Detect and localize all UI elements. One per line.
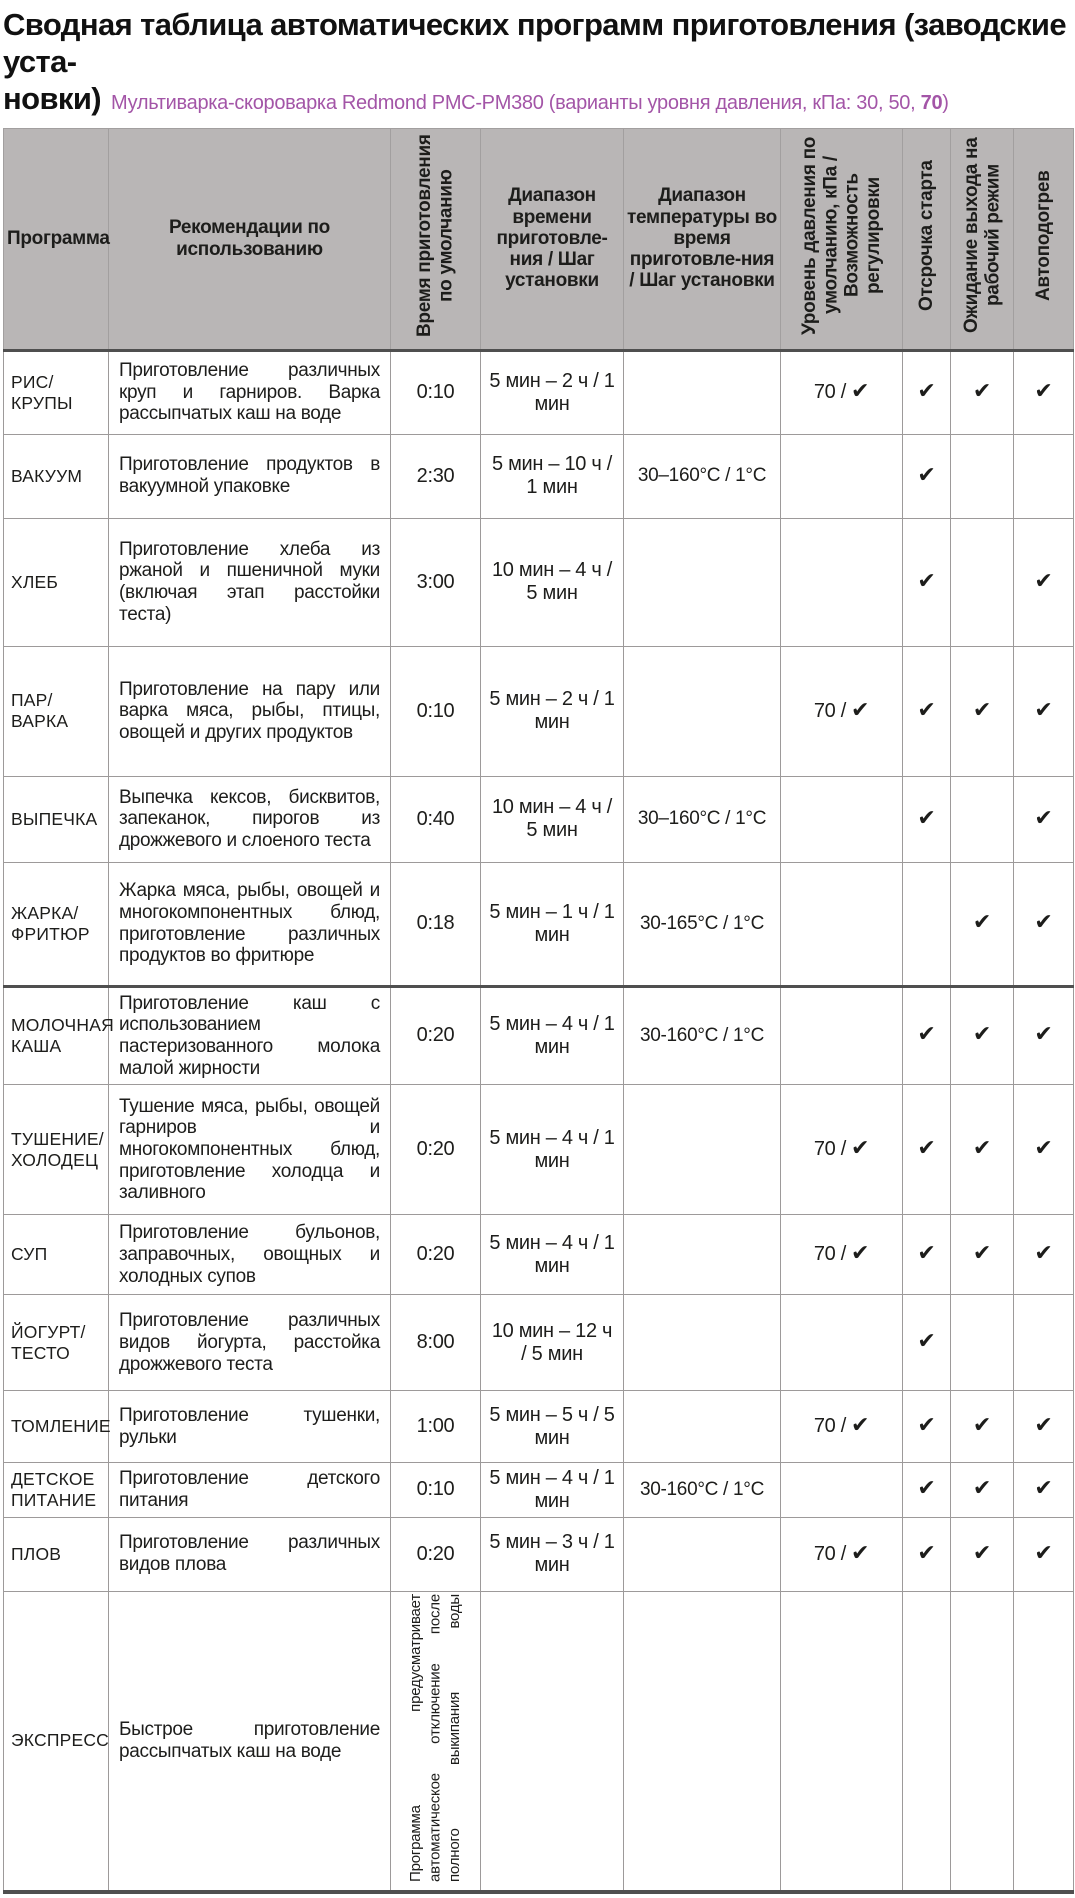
- table-row: [4, 1517, 1074, 1591]
- table-row: [4, 518, 1074, 646]
- table-row: [4, 776, 1074, 862]
- time-range-cell: 5 мин – 4 ч / 1 мин: [481, 1215, 624, 1295]
- check-icon: ✔: [917, 568, 936, 594]
- temp-range-cell: 30-160°C / 1°C: [624, 986, 781, 1085]
- table-row: [4, 1463, 1074, 1517]
- autoheat-cell: [1014, 776, 1074, 862]
- pressure-cell: 70 / ✔: [781, 1517, 903, 1591]
- check-icon: ✔: [1034, 697, 1053, 723]
- autoheat-cell: [1014, 1215, 1074, 1295]
- program-cell: СУП: [4, 1215, 109, 1295]
- pressure-cell: [781, 862, 903, 986]
- default-time-cell: 0:20: [391, 1517, 481, 1591]
- table-row: [4, 1295, 1074, 1391]
- wait-mode-cell: [951, 646, 1014, 776]
- program-cell: ЙОГУРТ/ ТЕСТО: [4, 1295, 109, 1391]
- delay-start-cell: [903, 1591, 951, 1892]
- autoheat-cell: [1014, 862, 1074, 986]
- time-range-cell: 5 мин – 5 ч / 5 мин: [481, 1391, 624, 1463]
- default-time-cell: 0:10: [391, 646, 481, 776]
- header-row: [4, 128, 1074, 350]
- autoheat-cell: [1014, 1391, 1074, 1463]
- pressure-cell: [781, 986, 903, 1085]
- table-row: [4, 434, 1074, 518]
- delay-start-cell: [903, 862, 951, 986]
- default-time-cell: 0:10: [391, 1463, 481, 1517]
- delay-start-cell: [903, 646, 951, 776]
- check-icon: ✔: [972, 910, 992, 936]
- time-range-cell: 5 мин – 2 ч / 1 мин: [481, 350, 624, 434]
- col-header-program: Программа: [4, 128, 109, 350]
- time-range-cell: 5 мин – 3 ч / 1 мин: [481, 1517, 624, 1591]
- check-icon: ✔: [1034, 379, 1053, 405]
- program-cell: РИС/КРУПЫ: [4, 350, 109, 434]
- program-cell: МОЛОЧНАЯ КАША: [4, 986, 109, 1085]
- program-cell: ВЫПЕЧКА: [4, 776, 109, 862]
- page-subtitle: Мультиварка-скороварка Redmond PMC-PM380 (варианты уровня давления, кПа: 30, 50, 70): [111, 92, 949, 115]
- recommendation-cell: Приготовление различных круп и гарниров. Варка рассыпчатых каш на воде: [109, 350, 391, 434]
- recommendation-cell: Приготовление бульонов, заправочных, овощных и холодных супов: [109, 1215, 391, 1295]
- time-range-cell: 5 мин – 4 ч / 1 мин: [481, 986, 624, 1085]
- col-header-temp-range: Диапазон температуры во время приготовле-ния / Шаг установки: [624, 128, 781, 350]
- temp-range-cell: [624, 1391, 781, 1463]
- check-icon: ✔: [917, 697, 936, 723]
- temp-range-cell: [624, 646, 781, 776]
- temp-range-cell: [624, 1591, 781, 1892]
- check-icon: ✔: [972, 1136, 992, 1162]
- time-range-cell: 5 мин – 1 ч / 1 мин: [481, 862, 624, 986]
- check-icon: ✔: [851, 1540, 870, 1566]
- check-icon: ✔: [917, 1476, 936, 1502]
- temp-range-cell: 30–160°C / 1°C: [624, 434, 781, 518]
- table-row: [4, 1215, 1074, 1295]
- default-time-cell: 8:00: [391, 1295, 481, 1391]
- time-range-cell: 10 мин – 4 ч / 5 мин: [481, 776, 624, 862]
- time-range-cell: 5 мин – 10 ч / 1 мин: [481, 434, 624, 518]
- pressure-cell: [781, 776, 903, 862]
- wait-mode-cell: [951, 434, 1014, 518]
- autoheat-cell: [1014, 986, 1074, 1085]
- autoheat-cell: [1014, 1085, 1074, 1215]
- recommendation-cell: Выпечка кексов, бисквитов, запеканок, пирогов из дрожжевого и слоеного теста: [109, 776, 391, 862]
- check-icon: ✔: [1034, 1540, 1053, 1566]
- pressure-cell: [781, 1295, 903, 1391]
- autoheat-cell: [1014, 1295, 1074, 1391]
- program-cell: ЭКСПРЕСС: [4, 1591, 109, 1892]
- check-icon: ✔: [1034, 1413, 1053, 1439]
- time-range-cell: [481, 1591, 624, 1892]
- table-row: [4, 1391, 1074, 1463]
- table-row: [4, 1085, 1074, 1215]
- express-note: Программа предусматривает автоматическое отключение после полного выкипания воды: [407, 1593, 464, 1882]
- temp-range-cell: 30-165°C / 1°C: [624, 862, 781, 986]
- program-cell: ЖАРКА/ ФРИТЮР: [4, 862, 109, 986]
- check-icon: ✔: [1034, 1022, 1053, 1048]
- wait-mode-cell: [951, 862, 1014, 986]
- check-icon: ✔: [851, 1413, 870, 1439]
- temp-range-cell: 30–160°C / 1°C: [624, 776, 781, 862]
- wait-mode-cell: [951, 1295, 1014, 1391]
- check-icon: ✔: [1034, 1476, 1053, 1502]
- program-cell: ДЕТСКОЕ ПИТАНИЕ: [4, 1463, 109, 1517]
- default-time-cell: 0:40: [391, 776, 481, 862]
- check-icon: ✔: [972, 1413, 992, 1439]
- default-time-cell: 0:20: [391, 1085, 481, 1215]
- check-icon: ✔: [917, 1136, 936, 1162]
- table-row: [4, 350, 1074, 434]
- recommendation-cell: Тушение мяса, рыбы, овощей гарниров и многокомпонентных блюд, приготовление холодца и заливного: [109, 1085, 391, 1215]
- check-icon: ✔: [972, 1476, 992, 1502]
- wait-mode-cell: [951, 1517, 1014, 1591]
- pressure-cell: 70 / ✔: [781, 1085, 903, 1215]
- col-header-wait-mode: Ожидание выхода на рабочий режим: [951, 128, 1014, 350]
- time-range-cell: 10 мин – 4 ч / 5 мин: [481, 518, 624, 646]
- autoheat-cell: [1014, 1517, 1074, 1591]
- autoheat-cell: [1014, 350, 1074, 434]
- delay-start-cell: [903, 1085, 951, 1215]
- page-title: Сводная таблица автоматических программ приготовления (заводские уста- новки): [3, 7, 1067, 117]
- check-icon: ✔: [972, 1241, 992, 1267]
- default-time-cell: 2:30: [391, 434, 481, 518]
- temp-range-cell: [624, 1215, 781, 1295]
- temp-range-cell: [624, 1517, 781, 1591]
- col-header-time-range: Диапазон времени приготовле-ния / Шаг установки: [481, 128, 624, 350]
- col-header-autoheat: Автоподогрев: [1014, 128, 1074, 350]
- program-cell: ХЛЕБ: [4, 518, 109, 646]
- time-range-cell: 10 мин – 12 ч / 5 мин: [481, 1295, 624, 1391]
- check-icon: ✔: [1034, 568, 1053, 594]
- default-time-cell: 0:20: [391, 986, 481, 1085]
- check-icon: ✔: [1034, 1241, 1053, 1267]
- table-row: [4, 1591, 1074, 1892]
- autoheat-cell: [1014, 646, 1074, 776]
- delay-start-cell: [903, 1215, 951, 1295]
- delay-start-cell: [903, 434, 951, 518]
- default-time-cell: 1:00: [391, 1391, 481, 1463]
- delay-start-cell: [903, 518, 951, 646]
- wait-mode-cell: [951, 986, 1014, 1085]
- check-icon: ✔: [972, 1540, 992, 1566]
- express-note-cell: [391, 1591, 481, 1892]
- programs-table: [3, 128, 1074, 1894]
- check-icon: ✔: [917, 379, 936, 405]
- recommendation-cell: Приготовление продуктов в вакуумной упаковке: [109, 434, 391, 518]
- wait-mode-cell: [951, 776, 1014, 862]
- col-header-default-time: Время приготовления по умолчанию: [391, 128, 481, 350]
- check-icon: ✔: [917, 1241, 936, 1267]
- delay-start-cell: [903, 776, 951, 862]
- check-icon: ✔: [851, 379, 870, 405]
- wait-mode-cell: [951, 1215, 1014, 1295]
- default-time-cell: 0:10: [391, 350, 481, 434]
- program-cell: ВАКУУМ: [4, 434, 109, 518]
- time-range-cell: 5 мин – 2 ч / 1 мин: [481, 646, 624, 776]
- check-icon: ✔: [917, 1022, 936, 1048]
- temp-range-cell: 30-160°C / 1°C: [624, 1463, 781, 1517]
- check-icon: ✔: [1034, 1136, 1053, 1162]
- check-icon: ✔: [972, 379, 992, 405]
- check-icon: ✔: [917, 1329, 936, 1355]
- table-row: [4, 646, 1074, 776]
- default-time-cell: 0:20: [391, 1215, 481, 1295]
- check-icon: ✔: [917, 1540, 936, 1566]
- program-cell: ТОМЛЕНИЕ: [4, 1391, 109, 1463]
- pressure-cell: [781, 1591, 903, 1892]
- pressure-cell: 70 / ✔: [781, 646, 903, 776]
- temp-range-cell: [624, 518, 781, 646]
- wait-mode-cell: [951, 1463, 1014, 1517]
- table-row: [4, 986, 1074, 1085]
- pressure-cell: [781, 1463, 903, 1517]
- pressure-cell: [781, 518, 903, 646]
- pressure-cell: 70 / ✔: [781, 350, 903, 434]
- temp-range-cell: [624, 1085, 781, 1215]
- time-range-cell: 5 мин – 4 ч / 1 мин: [481, 1463, 624, 1517]
- recommendation-cell: Быстрое приготовление рассыпчатых каш на воде: [109, 1591, 391, 1892]
- delay-start-cell: [903, 986, 951, 1085]
- program-cell: ПАР/ВАРКА: [4, 646, 109, 776]
- check-icon: ✔: [972, 697, 992, 723]
- recommendation-cell: Приготовление каш с использованием пастеризованного молока малой жирности: [109, 986, 391, 1085]
- recommendation-cell: Жарка мяса, рыбы, овощей и многокомпонентных блюд, приготовление различных продуктов во фритюре: [109, 862, 391, 986]
- temp-range-cell: [624, 350, 781, 434]
- col-header-recommendations: Рекомендации по использованию: [109, 128, 391, 350]
- title-block: [3, 6, 1073, 118]
- pressure-cell: 70 / ✔: [781, 1391, 903, 1463]
- program-cell: ТУШЕНИЕ/ ХОЛОДЕЦ: [4, 1085, 109, 1215]
- wait-mode-cell: [951, 518, 1014, 646]
- check-icon: ✔: [851, 1241, 870, 1267]
- recommendation-cell: Приготовление хлеба из ржаной и пшеничной муки (включая этап расстойки теста): [109, 518, 391, 646]
- table-row: [4, 862, 1074, 986]
- time-range-cell: 5 мин – 4 ч / 1 мин: [481, 1085, 624, 1215]
- recommendation-cell: Приготовление на пару или варка мяса, рыбы, птицы, овощей и других продуктов: [109, 646, 391, 776]
- program-cell: ПЛОВ: [4, 1517, 109, 1591]
- autoheat-cell: [1014, 518, 1074, 646]
- wait-mode-cell: [951, 1391, 1014, 1463]
- pressure-cell: [781, 434, 903, 518]
- delay-start-cell: [903, 1517, 951, 1591]
- delay-start-cell: [903, 1391, 951, 1463]
- wait-mode-cell: [951, 350, 1014, 434]
- check-icon: ✔: [851, 1136, 870, 1162]
- autoheat-cell: [1014, 1463, 1074, 1517]
- wait-mode-cell: [951, 1591, 1014, 1892]
- recommendation-cell: Приготовление тушенки, рульки: [109, 1391, 391, 1463]
- recommendation-cell: Приготовление различных видов плова: [109, 1517, 391, 1591]
- autoheat-cell: [1014, 434, 1074, 518]
- col-header-pressure: Уровень давления по умолчанию, кПа / Возможность регулировки: [781, 128, 903, 350]
- default-time-cell: 3:00: [391, 518, 481, 646]
- check-icon: ✔: [851, 697, 870, 723]
- col-header-delay-start: Отсрочка старта: [903, 128, 951, 350]
- recommendation-cell: Приготовление различных видов йогурта, расстойка дрожжевого теста: [109, 1295, 391, 1391]
- delay-start-cell: [903, 1295, 951, 1391]
- check-icon: ✔: [917, 462, 936, 488]
- wait-mode-cell: [951, 1085, 1014, 1215]
- default-time-cell: 0:18: [391, 862, 481, 986]
- delay-start-cell: [903, 350, 951, 434]
- check-icon: ✔: [1034, 805, 1053, 831]
- autoheat-cell: [1014, 1591, 1074, 1892]
- check-icon: ✔: [917, 805, 936, 831]
- delay-start-cell: [903, 1463, 951, 1517]
- temp-range-cell: [624, 1295, 781, 1391]
- check-icon: ✔: [917, 1413, 936, 1439]
- pressure-cell: 70 / ✔: [781, 1215, 903, 1295]
- check-icon: ✔: [972, 1022, 992, 1048]
- recommendation-cell: Приготовление детского питания: [109, 1463, 391, 1517]
- check-icon: ✔: [1034, 910, 1053, 936]
